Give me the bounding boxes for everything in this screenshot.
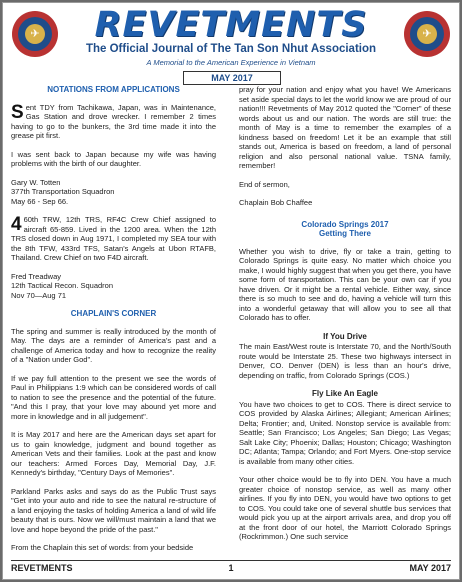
drive-text: The main East/West route is Interstate 70, and the North/South route would be Interstate 25. These two highways intersect in Denver, CO. Denver (DEN) is less than an hour's drive, depending on traffic, from Colorado Springs (COS.) (239, 342, 451, 380)
airplane-icon: ✈ (30, 27, 40, 40)
masthead-title: REVETMENTS (94, 5, 368, 45)
chaplain-heading: CHAPLAIN'S CORNER (70, 309, 157, 318)
chaplain-para-2: If we pay full attention to the present we see the words of Paul in Philippians 1:9 which can be considered words of call to nation to see the presence and the potential of the future. "And this I pray, that your love may abound yet more and more in knowledge and in all judgement". (11, 373, 216, 421)
masthead-tagline: A Memorial to the American Experience in Vietnam (146, 58, 316, 67)
getting-there-text: Whether you wish to drive, fly or take a train, getting to Colorado Springs is quite easy. No matter which choice you make, I would highly suggest that when you get there, you have some form of transportation. This can be your own car if you have driven. Or it might be a rental vehicle. Either way, since there is so much to see and do, having a vehicle will turn this into a wonderful getaway that will allow you to see all that Colorado has to offer. (239, 246, 451, 322)
notation-1 (11, 103, 216, 141)
notation-1-para-2: I was sent back to Japan because my wife was having problems with the birth of our daughter. (11, 149, 216, 168)
notation-2-unit: 12th Tactical Recon. Squadron (11, 281, 114, 290)
chaplain-para-4: Parkland Parks asks and says do as the Public Trust says "Get into your auto and ride to see the natural re-structure of a land enjoying the tasks of holding America a land of wild life beauty that is ours. Now we will/must maintain a land that we love and hope beyond the pride of the past." (11, 486, 216, 534)
chaplain-signature: Chaplain Bob Chaffee (239, 198, 313, 207)
chaplain-para-3: It is May 2017 and here are the American days set apart for us to gain knowledge, judgment and bound together as American Vets and their families. Look at the past and know our teachers: Armed Forces Day, Memorial Day, J.F. Kennedy's birthday, "Century Days of Memories". (11, 430, 216, 477)
notation-2-text: 60th TRW, 12th TRS, RF4C Crew Chief assigned to aircraft 65-859. Lived in the 1200 area. When the 12th TRS closed down in Aug 1971, I completed my SEA tour with the 8th TFW, 433rd TFS, Satan's Angels at Ubon RTAFB, Thailand. Crew Chief on two F4D aircraft. (11, 215, 216, 262)
drop-cap: S (11, 101, 24, 123)
notation-2 (11, 215, 216, 263)
chaplain-para-1: The spring and summer is really introduced by the month of May. The days are a reminder of America's past and a challenge of America today and how to recognize the reality of a "Nation under God". (11, 326, 216, 364)
issue-date-box: MAY 2017 (183, 71, 281, 85)
springs-heading: Colorado Springs 2017 (301, 219, 389, 229)
notation-1-name: Gary W. Totten (11, 177, 61, 187)
drive-heading: If You Drive (323, 331, 367, 341)
notation-1-unit: 377th Transportation Squadron (11, 187, 115, 196)
page-footer (11, 560, 451, 575)
chaplain-continued: pray for your nation and enjoy what you have! We Americans set aside special days to let the world know we are proud of our nation!!! Revetments of May 2012 quoted the "Corner" of these words about us and our nation. The words are still true: the month of May is a time to remember the examples of a kindness based on freedom! Let it be an example that still stands out, America is based on freedom, a land of personal religion and also personal national value. TSNA family, remember! (239, 85, 451, 170)
left-column (11, 85, 216, 562)
right-column (239, 85, 451, 551)
getting-there-heading: Getting There (318, 229, 371, 238)
notation-2-name: Fred Treadway (11, 271, 62, 281)
drop-cap: 4 (11, 214, 22, 235)
masthead-subtitle: The Official Journal of The Tan Son Nhut Association (85, 43, 377, 55)
fly-text: You have two choices to get to COS. There is direct service to COS provided by Alaska Airlines; Allegiant; American Airlines; Delta; Frontier; and, United. Nonstop service is available from: Seattle; San Francisco; Los Angeles; San Diego; Las Vegas; Salt Lake City; Phoenix; Dallas; Houston; Chicago; Washington DC; Atlanta; Tampa; Orlando; and Fort Myers. One-stop service is available from many other cities. (239, 399, 451, 466)
airplane-icon: ✈ (422, 27, 432, 40)
chaplain-para-5: From the Chaplain this set of words: from your bedside (11, 543, 194, 552)
footer-issue: MAY 2017 (409, 563, 451, 573)
newsletter-page (2, 2, 460, 580)
footer-publication: REVETMENTS (11, 563, 73, 573)
sermon-end: End of sermon, (239, 179, 290, 189)
notations-heading: NOTATIONS FROM APPLICATIONS (47, 85, 180, 94)
notation-1-dates: May 66 - Sep 66. (11, 196, 69, 206)
footer-page-number: 1 (228, 563, 234, 573)
fly-den-text: Your other choice would be to fly into DEN. You have a much greater choice of nonstop service, as well as many other airlines. If you fly into DEN, you would have two options to get to COS. You could take one of several shuttle bus services that would pick you up at the airport arrivals area, and drop you off at the front door of our hotel, the Marriott Colorado Springs (Rockrimmon.) One such service (239, 475, 451, 541)
notation-2-dates: Nov 70—Aug 71 (11, 290, 67, 300)
fly-heading: Fly Like An Eagle (312, 389, 378, 398)
notation-1-text: ent TDY from Tachikawa, Japan, was in Maintenance, Gas Station and drove wrecker. I remember 2 times having to go to the bunkers, the 3rd time made it into the grease pit first. (11, 102, 216, 140)
